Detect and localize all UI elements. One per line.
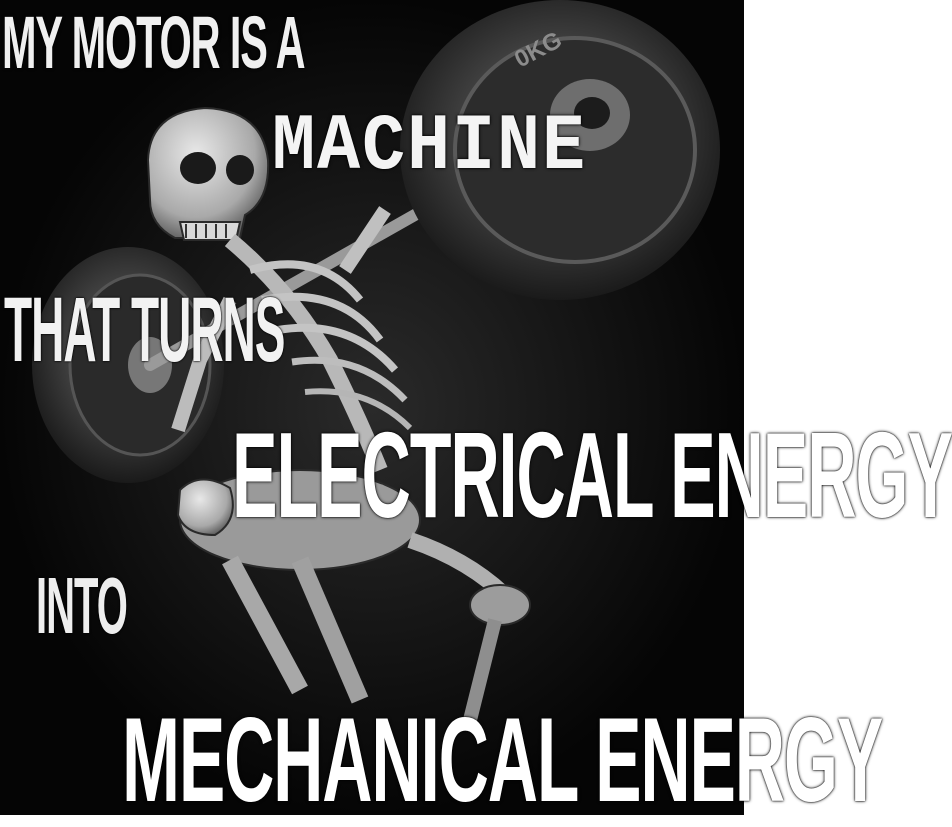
caption-line-3: THAT TURNS — [4, 279, 285, 381]
caption-line-4: ELECTRICAL ENERGY — [232, 407, 952, 543]
caption-line-1: MY MOTOR IS A — [2, 1, 305, 84]
caption-line-6: MECHANICAL ENERGY — [122, 693, 883, 827]
caption-line-2: MACHINE — [272, 102, 588, 193]
plate-weight-label: 0KG — [510, 26, 567, 74]
caption-line-5: INTO — [36, 561, 127, 650]
